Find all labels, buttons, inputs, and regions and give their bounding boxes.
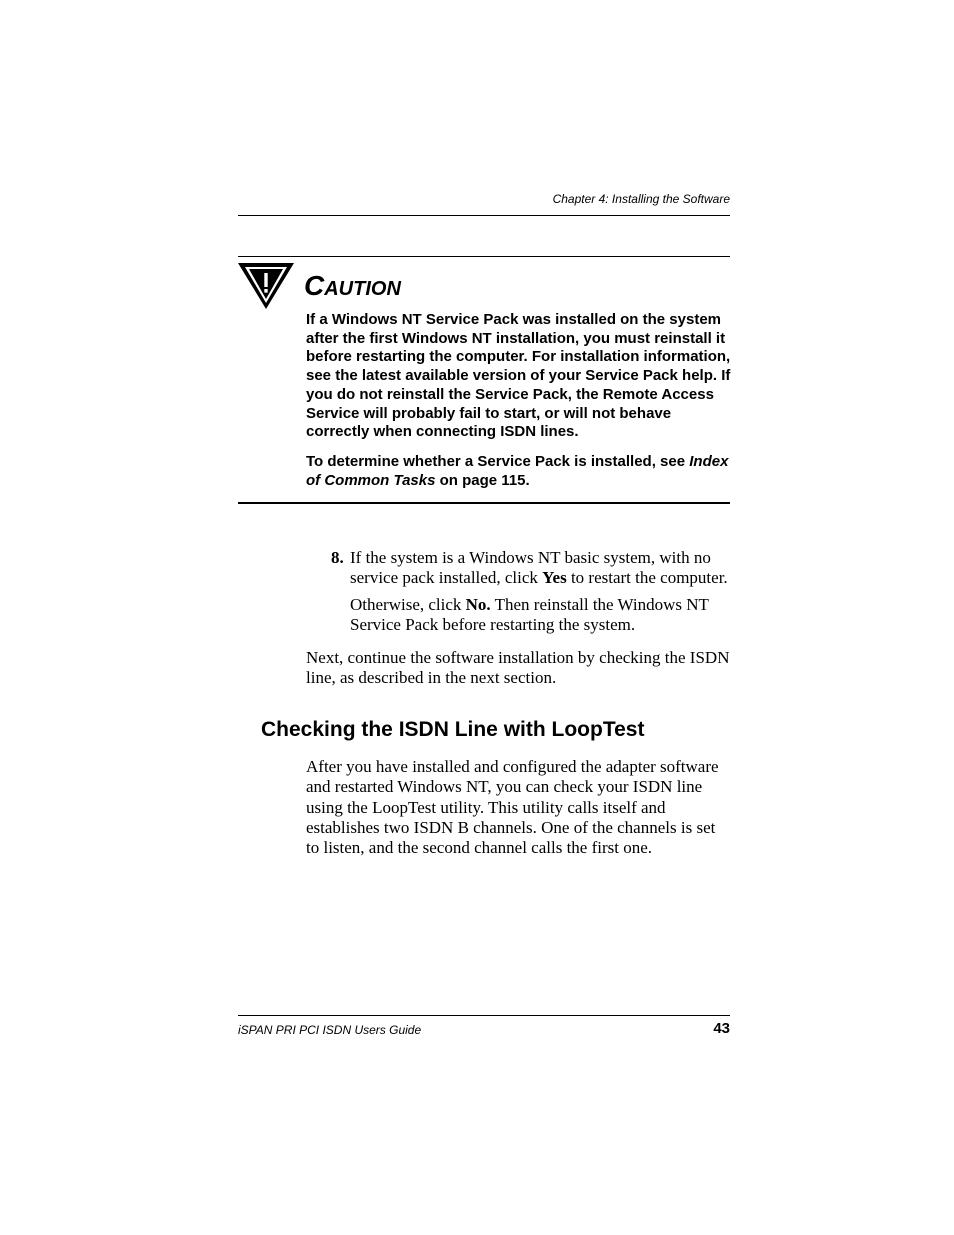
otherwise-after: Then reinstall the Windows NT Service Pack before restarting the system.: [350, 595, 709, 635]
caution-paragraph: If a Windows NT Service Pack was installed on the system after the first Windows NT installation, you must reinstall it before restarting the computer. For installation information, see the latest available version of your Service Pack help. If you do not reinstall the Service Pack, the Remote Access Service will probably fail to start, or will not behave correctly when connecting ISDN lines.: [306, 311, 731, 441]
caution-top-rule: [238, 256, 730, 257]
caution-see-also-suffix: on page 115.: [435, 471, 530, 489]
caution-see-also-prefix: To determine whether a Service Pack is installed, see: [306, 453, 690, 470]
no-option: No.: [465, 595, 491, 614]
header-rule: [238, 215, 730, 216]
index-of-common-tasks-reference: Index of Common Tasks: [306, 453, 729, 489]
footer-title: iSPAN PRI PCI ISDN Users Guide: [238, 1023, 422, 1037]
caution-title-initial: C: [304, 270, 325, 301]
section-paragraph: After you have installed and configured the adapter software and restarted Windows NT, you can check your ISDN line using the LoopTest utility. This utility calls itself and establishes two ISDN B channels. One of the channels is set to listen, and the second channel calls the first one.: [306, 757, 719, 858]
step-text: [350, 548, 740, 589]
otherwise-before: Otherwise, click: [350, 595, 466, 614]
step-text-after: to restart the computer.: [566, 568, 728, 588]
step-number: 8.: [331, 548, 344, 567]
caution-title: [304, 268, 401, 307]
page-number: 43: [713, 1020, 730, 1037]
step-text-before: If the system is a Windows NT basic system, with no service pack installed, click: [350, 548, 711, 588]
caution-title-rest: AUTION: [324, 278, 401, 300]
yes-option: Yes: [542, 568, 567, 588]
caution-bottom-rule: [238, 502, 730, 504]
section-heading: Checking the ISDN Line with LoopTest: [261, 718, 645, 741]
caution-see-also: [306, 453, 732, 490]
next-paragraph: Next, continue the software installation by checking the ISDN line, as described in the next section.: [306, 648, 730, 688]
footer-rule: [238, 1015, 730, 1016]
step-otherwise-text: [350, 595, 735, 636]
warning-triangle-icon: [238, 262, 294, 310]
running-head: Chapter 4: Installing the Software: [552, 192, 730, 206]
